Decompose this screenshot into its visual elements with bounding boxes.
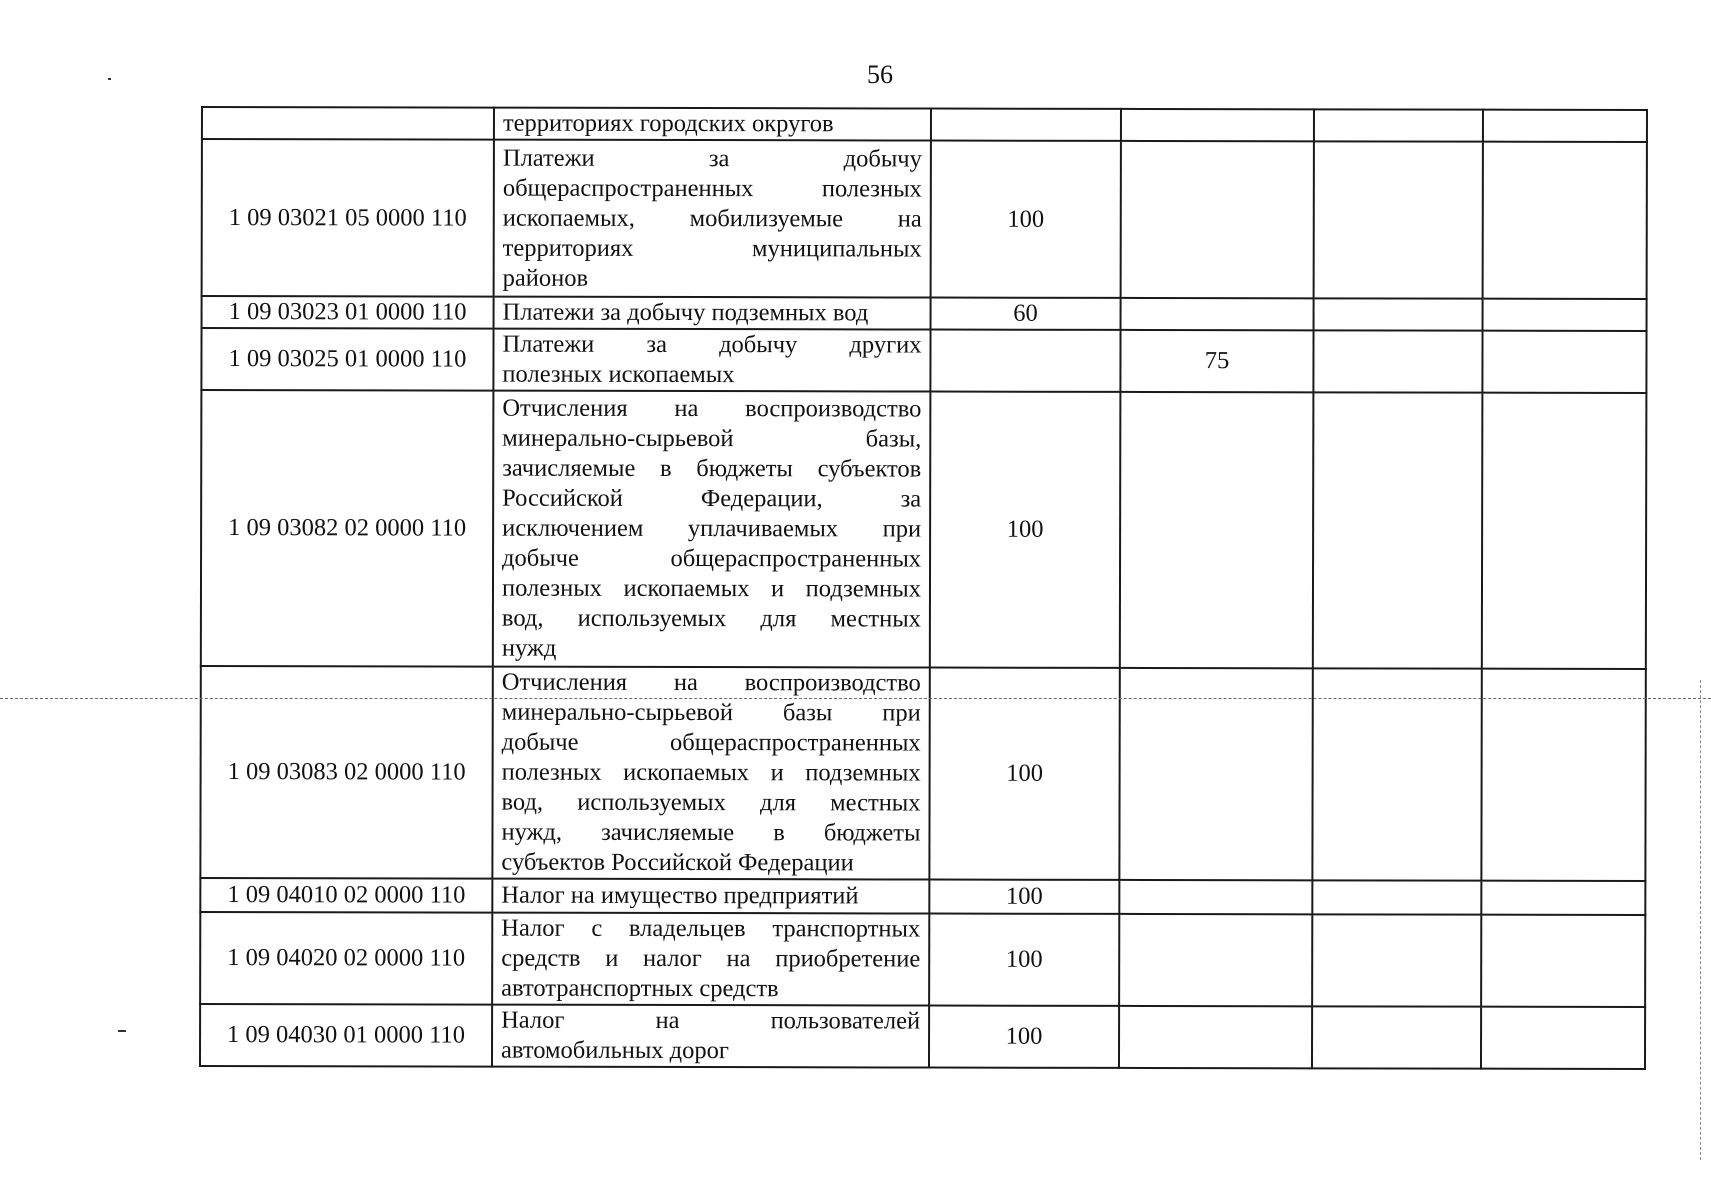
table-row [201, 390, 1647, 669]
description-line: нужд, зачисляемые в бюджеты [501, 818, 921, 847]
percent-cell-col6 [1483, 142, 1647, 299]
percent-cell-col3: 100 [929, 1006, 1119, 1068]
percent-cell-col6 [1481, 915, 1645, 1007]
revenue-distribution-table [199, 106, 1648, 1070]
percent-cell-col5 [1312, 880, 1481, 914]
description-line: полезных ископаемых и подземных [501, 758, 921, 787]
percent-cell-col6 [1482, 331, 1646, 393]
table-row [202, 107, 1647, 142]
description-line: Отчисления на воспроизводство [502, 394, 922, 423]
budget-code-cell: 1 09 03083 02 0000 110 [200, 666, 492, 879]
description-line: территориях городских округов [502, 109, 834, 138]
table-row [200, 878, 1645, 915]
page-number: 56 [867, 60, 893, 89]
percent-cell-col4 [1121, 141, 1314, 298]
description-line: зачисляемые в бюджеты субъектов [502, 454, 922, 483]
percent-cell-col6 [1482, 393, 1647, 669]
description-line: минерально-сырьевой базы при [501, 698, 921, 727]
description-line: общераспространенных полезных [502, 174, 922, 203]
budget-code-cell: 1 09 04020 02 0000 110 [200, 912, 492, 1005]
percent-cell-col4 [1120, 392, 1314, 668]
description-cell [494, 297, 931, 330]
table-row [201, 328, 1646, 393]
description-line: Российской Федерации, за [502, 484, 922, 513]
description-cell [492, 913, 929, 1006]
percent-cell-col5 [1312, 668, 1481, 880]
description-line: полезных ископаемых и подземных [501, 574, 922, 603]
scan-speck [108, 78, 111, 80]
percent-cell-col6 [1481, 1007, 1645, 1069]
description-line: автомобильных дорог [500, 1036, 730, 1065]
description-line: территориях муниципальных [502, 234, 922, 263]
description-line: Налог на пользователей [501, 1006, 921, 1035]
percent-cell-col4 [1121, 109, 1314, 141]
percent-cell-col5 [1314, 141, 1483, 298]
percent-cell-col4 [1119, 668, 1312, 880]
description-cell [493, 329, 930, 392]
percent-cell-col4: 75 [1120, 330, 1313, 392]
description-line: средств и налог на приобретение [501, 944, 921, 973]
description-line: вод, используемых для местных [501, 788, 921, 817]
description-line: добыче общераспространенных [502, 544, 922, 573]
percent-cell-col3: 100 [929, 914, 1119, 1006]
percent-cell-col6 [1481, 881, 1645, 915]
description-cell [492, 1005, 929, 1068]
percent-cell-col5 [1314, 109, 1483, 141]
description-line: районов [502, 264, 589, 292]
percent-cell-col4 [1119, 914, 1312, 1006]
percent-cell-col5 [1313, 392, 1483, 668]
table-row [202, 139, 1647, 299]
description-line: Платежи за добычу других [502, 330, 922, 359]
description-line: полезных ископаемых [502, 360, 735, 389]
margin-line [1700, 680, 1701, 1160]
percent-cell-col6 [1483, 110, 1647, 142]
percent-cell-col6 [1481, 669, 1645, 881]
budget-code-cell: 1 09 03023 01 0000 110 [202, 296, 494, 329]
description-line: вод, используемых для местных [501, 604, 921, 633]
description-line: Платежи за добычу подземных вод [502, 298, 869, 327]
table-row [200, 912, 1645, 1007]
budget-code-cell [202, 107, 494, 140]
percent-cell-col5 [1314, 298, 1483, 330]
description-line: ископаемых, мобилизуемые на [502, 204, 922, 233]
percent-cell-col5 [1313, 330, 1482, 392]
description-cell [493, 391, 931, 668]
percent-cell-col5 [1312, 914, 1481, 1006]
budget-code-cell: 1 09 03082 02 0000 110 [201, 390, 494, 667]
percent-cell-col3: 100 [930, 392, 1121, 668]
description-line: добыче общераспространенных [501, 728, 921, 757]
description-line: Налог с владельцев транспортных [501, 914, 921, 943]
description-cell [494, 140, 931, 298]
percent-cell-col3: 100 [929, 880, 1119, 914]
percent-cell-col3 [930, 330, 1120, 392]
table-body [200, 107, 1647, 1069]
percent-cell-col4 [1119, 880, 1312, 914]
percent-cell-col6 [1483, 299, 1647, 331]
percent-cell-col3: 100 [929, 668, 1119, 880]
table-row [200, 1004, 1645, 1069]
description-line: нужд [501, 634, 557, 662]
description-line: минерально-сырьевой базы, [502, 424, 922, 453]
description-line: Платежи за добычу [502, 144, 922, 173]
description-line: автотранспортных средств [501, 974, 779, 1003]
budget-code-cell: 1 09 03021 05 0000 110 [202, 139, 494, 297]
percent-cell-col3 [931, 109, 1121, 141]
scan-speck [118, 1030, 126, 1032]
budget-code-cell: 1 09 04030 01 0000 110 [200, 1004, 492, 1067]
percent-cell-col4 [1121, 298, 1314, 330]
percent-cell-col4 [1119, 1006, 1312, 1068]
fold-line [0, 698, 1711, 699]
percent-cell-col3: 60 [931, 298, 1121, 330]
description-cell [492, 879, 929, 914]
description-cell [494, 108, 931, 141]
percent-cell-col5 [1312, 1006, 1481, 1068]
description-line: субъектов Российской Федерации [501, 848, 854, 877]
description-line: Налог на имущество предприятий [501, 881, 859, 910]
budget-code-cell: 1 09 03025 01 0000 110 [201, 328, 493, 391]
percent-cell-col3: 100 [931, 141, 1121, 298]
budget-code-cell: 1 09 04010 02 0000 110 [200, 878, 492, 913]
description-line: Отчисления на воспроизводство [501, 668, 921, 697]
table-row [202, 296, 1647, 331]
description-line: исключением уплачиваемых при [502, 514, 922, 543]
